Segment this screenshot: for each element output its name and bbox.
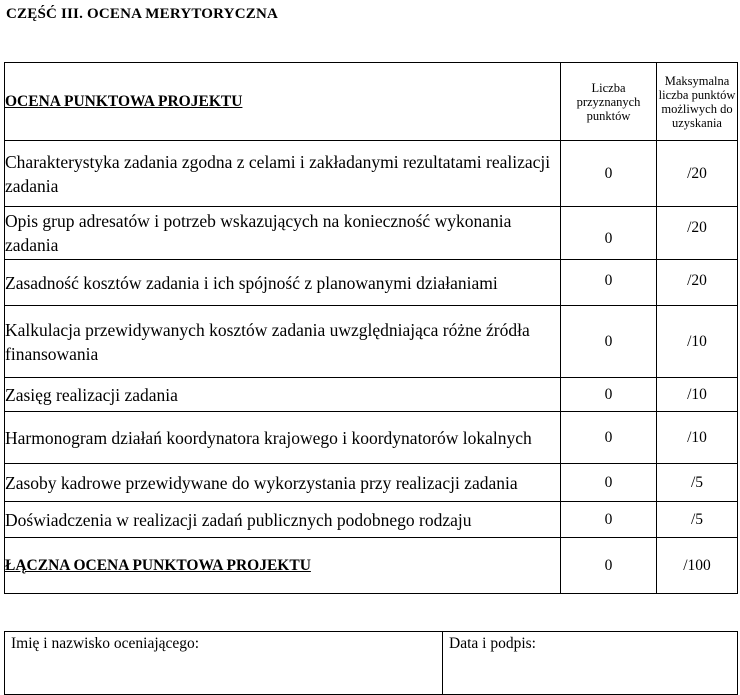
max-points-header: Maksymalna liczba punktów możliwych do uzyskania (657, 63, 738, 141)
max-points-cell: /20 (657, 207, 738, 260)
criterion-cell: Zasadność kosztów zadania i ich spójność z planowanymi działaniami (5, 260, 561, 306)
table-row (5, 378, 738, 412)
total-row (5, 538, 738, 594)
date-signature-label: Data i podpis: (449, 635, 536, 652)
table-row (5, 502, 738, 538)
signature-table (4, 631, 738, 695)
date-signature-field[interactable] (443, 632, 738, 695)
max-points-cell: /20 (657, 141, 738, 207)
table-row (5, 260, 738, 306)
total-label: ŁĄCZNA OCENA PUNKTOWA PROJEKTU (5, 556, 311, 574)
table-row (5, 141, 738, 207)
max-points-cell: /10 (657, 378, 738, 412)
table-row (5, 464, 738, 502)
criterion-cell: Charakterystyka zadania zgodna z celami i zakładanymi rezultatami realizacji zadania (5, 141, 561, 207)
awarded-points-cell: 0 (561, 260, 657, 306)
criterion-cell: Kalkulacja przewidywanych kosztów zadania uwzględniająca różne źródła finansowania (5, 306, 561, 378)
max-points-cell: /20 (657, 260, 738, 306)
awarded-points-cell: 0 (561, 412, 657, 464)
table-header-title: OCENA PUNKTOWA PROJEKTU (5, 92, 243, 110)
awarded-points-cell: 0 (561, 378, 657, 412)
awarded-points-cell: 0 (561, 141, 657, 207)
total-awarded-cell: 0 (561, 538, 657, 594)
max-points-cell: /10 (657, 306, 738, 378)
total-max-cell: /100 (657, 538, 738, 594)
evaluator-name-label: Imię i nazwisko oceniającego: (11, 635, 200, 652)
awarded-points-cell: 0 (561, 306, 657, 378)
total-label-cell (5, 538, 561, 594)
evaluator-name-field[interactable] (5, 632, 443, 695)
criterion-cell: Zasoby kadrowe przewidywane do wykorzystania przy realizacji zadania (5, 464, 561, 502)
table-header-title-cell (5, 63, 561, 141)
awarded-points-cell: 0 (561, 207, 657, 260)
criterion-cell: Opis grup adresatów i potrzeb wskazujących na konieczność wykonania zadania (5, 207, 561, 260)
table-header-row (5, 63, 738, 141)
awarded-points-header: Liczba przyznanych punktów (561, 63, 657, 141)
table-row (5, 412, 738, 464)
criterion-cell: Doświadczenia w realizacji zadań publicznych podobnego rodzaju (5, 502, 561, 538)
max-points-cell: /5 (657, 464, 738, 502)
table-row (5, 306, 738, 378)
awarded-points-cell: 0 (561, 464, 657, 502)
signature-row (5, 632, 738, 695)
awarded-points-cell: 0 (561, 502, 657, 538)
max-points-cell: /10 (657, 412, 738, 464)
table-row (5, 207, 738, 260)
criterion-cell: Zasięg realizacji zadania (5, 378, 561, 412)
section-title: CZĘŚĆ III. OCENA MERYTORYCZNA (6, 6, 279, 22)
criterion-cell: Harmonogram działań koordynatora krajowego i koordynatorów lokalnych (5, 412, 561, 464)
evaluation-table (4, 62, 738, 594)
max-points-cell: /5 (657, 502, 738, 538)
